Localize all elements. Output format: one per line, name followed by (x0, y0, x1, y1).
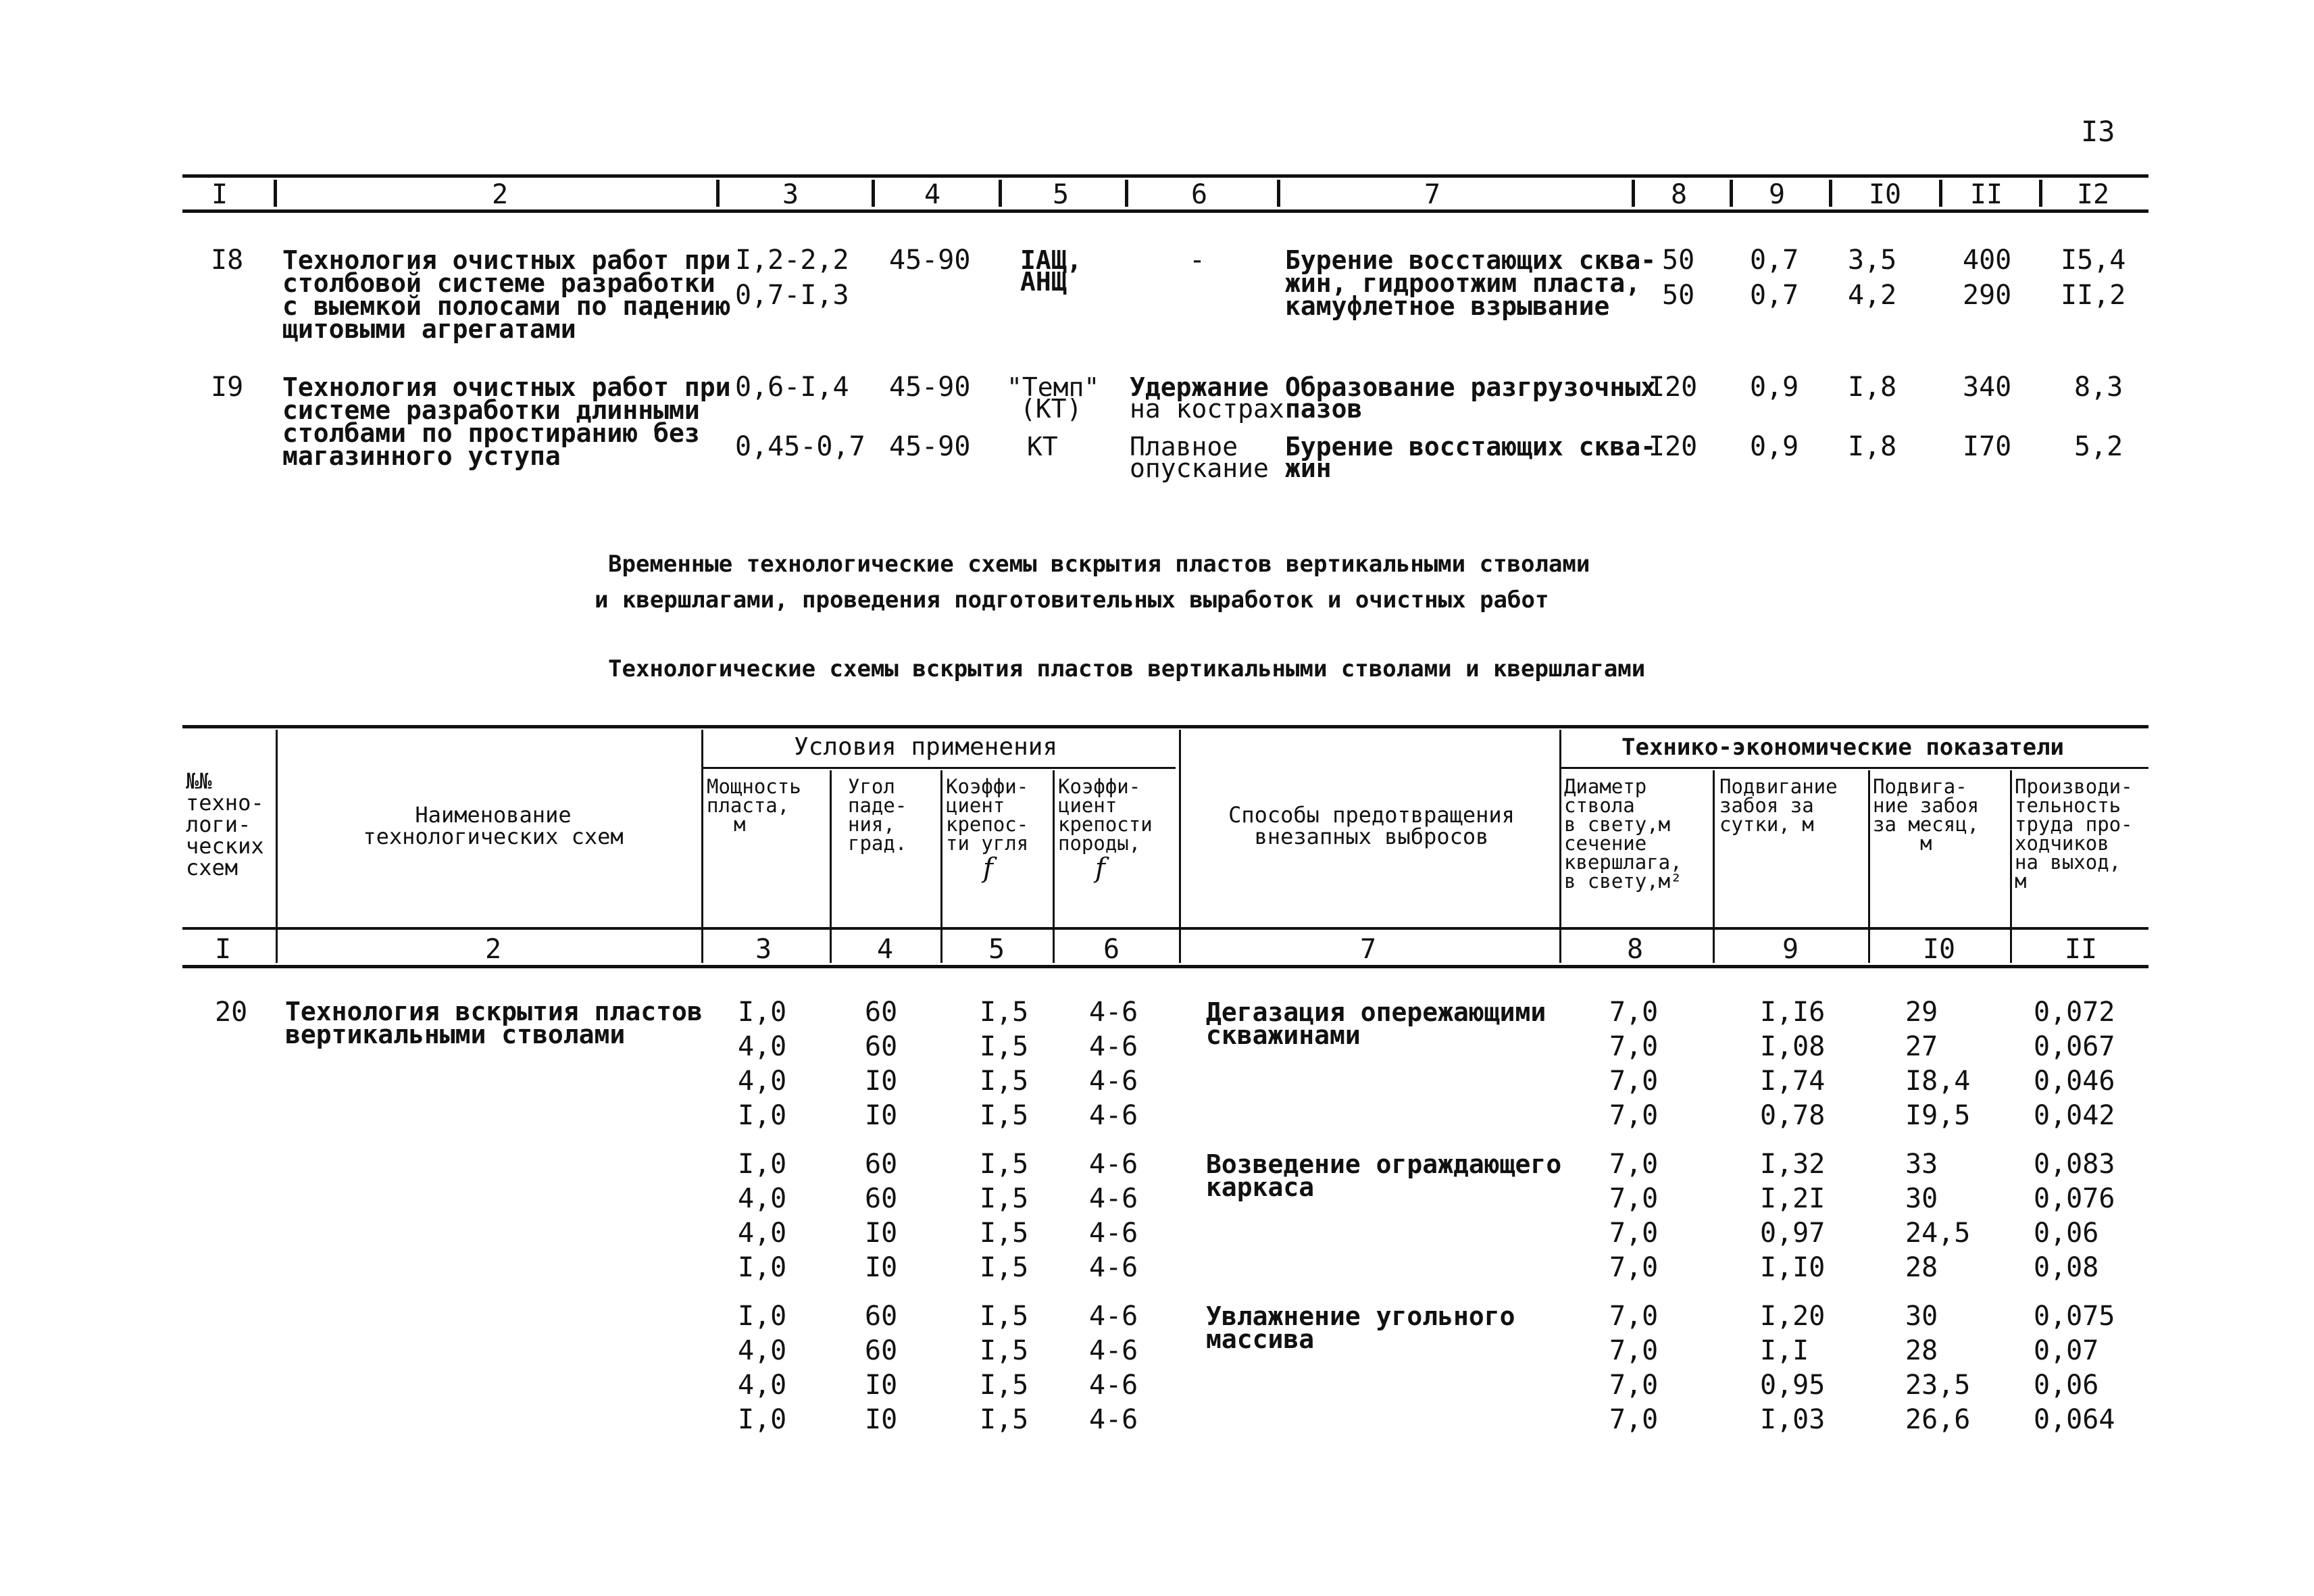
cell-coal_f: I,5 (980, 1031, 1029, 1062)
method-line: скважинами (1206, 1020, 1361, 1050)
cell-seam: 4,0 (738, 1218, 787, 1249)
cell-seam: 4,0 (738, 1183, 787, 1214)
cell-seam: 4,0 (738, 1031, 787, 1062)
hdr-line: на выход, (2015, 851, 2121, 874)
cell-rock_f: 4-6 (1089, 1301, 1138, 1332)
hdr-line: Коэффи- (1058, 775, 1141, 798)
hdr-line: технологических схем (363, 824, 624, 849)
hdr-line: техно- (186, 790, 264, 816)
cell-month: 33 (1905, 1149, 1938, 1180)
method-line: каркаса (1206, 1172, 1315, 1202)
row-number: I9 (211, 372, 244, 403)
t1-sep (1632, 180, 1635, 207)
table1-top-rule (182, 174, 2148, 178)
cell-angle: I0 (865, 1100, 898, 1131)
hdr-line: м (2015, 870, 2027, 893)
cell: 290 (1963, 280, 2012, 311)
t1-sep (1277, 180, 1280, 207)
page-number: I3 (2081, 115, 2115, 148)
cell-rock_f: 4-6 (1089, 1100, 1138, 1131)
row-name-line: столбовой системе разработки (282, 268, 715, 298)
row-name-line: столбами по простиранию без (282, 418, 700, 448)
cell-seam: I,0 (738, 1149, 787, 1180)
cell: 0,9 (1750, 431, 1799, 462)
cell-diam: 7,0 (1609, 1066, 1659, 1097)
hdr-line: Производи- (2015, 775, 2133, 798)
cell-day: I,20 (1760, 1301, 1826, 1332)
cell: 50 (1662, 280, 1695, 311)
t1-sep (716, 180, 720, 207)
hdr-line: ходчиков (2015, 832, 2109, 855)
cell-coal_f: I,5 (980, 1100, 1029, 1131)
header-seam-thickness (707, 777, 801, 834)
cell: IАЩ, (1020, 245, 1082, 275)
cell: Плавное (1130, 432, 1238, 462)
cell: I,8 (1848, 372, 1897, 403)
header-bottom-rule (182, 965, 2148, 968)
t1-col-1: I (211, 179, 228, 210)
cell-diam: 7,0 (1609, 1031, 1659, 1062)
cell-coal_f: I,5 (980, 1149, 1029, 1180)
cell: пазов (1285, 394, 1363, 424)
cell-day: I,I6 (1760, 997, 1826, 1028)
hdr-line: логи- (186, 812, 251, 837)
t2-col-8: 8 (1626, 934, 1644, 965)
hdr-line: м (1920, 832, 1932, 855)
cell: опускание (1130, 453, 1269, 483)
t2-sep (1713, 770, 1715, 963)
cell: II,2 (2061, 280, 2126, 311)
cell-prod: 0,064 (2034, 1404, 2115, 1435)
row-name (282, 245, 731, 344)
cell-prod: 0,083 (2034, 1149, 2115, 1180)
t2-sep (701, 730, 703, 963)
t2-sep (276, 730, 278, 963)
row-name (282, 372, 731, 471)
hdr-line: ствола (1564, 794, 1635, 817)
method-line: Дегазация опережающими (1206, 997, 1546, 1027)
hdr-line: внезапных выбросов (1254, 824, 1489, 849)
hdr-line: сутки, м (1719, 813, 1814, 836)
cell-prod: 0,042 (2034, 1100, 2115, 1131)
header-daily-advance (1719, 777, 1838, 834)
cell: 0,6-I,4 (735, 372, 849, 403)
cell-seam: 4,0 (738, 1335, 787, 1366)
cell-line: камуфлетное взрывание (1285, 291, 1610, 321)
cell: 0,45-0,7 (735, 431, 865, 462)
cell-angle: I0 (865, 1252, 898, 1283)
outburst-method (1206, 1301, 1515, 1354)
row-name-line: с выемкой полосами по падению (282, 291, 731, 321)
method-line: Возведение ограждающего (1206, 1149, 1562, 1179)
cell-line: Бурение восстающих сква- (1285, 245, 1657, 275)
cell-angle: 60 (865, 1183, 898, 1214)
cell-day: 0,78 (1760, 1100, 1826, 1131)
conditions-group-header: Условия применения (794, 733, 1058, 761)
cell-diam: 7,0 (1609, 1149, 1659, 1180)
cell: 0,9 (1750, 372, 1799, 403)
hdr-line: в свету,м (1564, 813, 1671, 836)
t2-col-5: 5 (988, 934, 1005, 965)
t2-sep (830, 770, 832, 963)
cell-prod: 0,067 (2034, 1031, 2115, 1062)
cell-coal_f: I,5 (980, 1370, 1029, 1401)
cell: 0,7 (1750, 245, 1799, 276)
cell (1285, 245, 1657, 321)
hdr-line: Коэффи- (946, 775, 1029, 798)
hdr-line: ческих (186, 833, 264, 859)
hdr-line: паде- (848, 794, 907, 817)
cell-angle: 60 (865, 997, 898, 1028)
cell-seam: I,0 (738, 1100, 787, 1131)
cell-coal_f: I,5 (980, 1335, 1029, 1366)
cell: "Темп" (1007, 372, 1100, 402)
hdr-line: Мощность (707, 775, 801, 798)
section-subheading: Технологические схемы вскрытия пластов вертикальными стволами и квершлагами (608, 655, 1646, 682)
header-dip-angle (848, 777, 907, 853)
cell: I5,4 (2061, 245, 2126, 276)
cell-line: жин, гидроотжим пласта, (1285, 268, 1641, 298)
cell-day: 0,97 (1760, 1218, 1826, 1249)
cell-angle: I0 (865, 1370, 898, 1401)
t1-col-3: 3 (782, 179, 799, 210)
hdr-line: крепости (1058, 813, 1153, 836)
cell-month: 26,6 (1905, 1404, 1971, 1435)
hdr-line: забоя за (1719, 794, 1814, 817)
cell-prod: 0,06 (2034, 1370, 2099, 1401)
cell-day: 0,95 (1760, 1370, 1826, 1401)
cell-seam: I,0 (738, 1301, 787, 1332)
hdr-line: тельность (2015, 794, 2121, 817)
hdr-line: f (983, 853, 993, 884)
cell-angle: 60 (865, 1149, 898, 1180)
t1-sep (872, 180, 875, 207)
cell-seam: 4,0 (738, 1066, 787, 1097)
cell-diam: 7,0 (1609, 1218, 1659, 1249)
hdr-line: Наименование (415, 802, 572, 828)
cell: (КТ) (1020, 394, 1082, 424)
header-outburst-prevention (1189, 804, 1554, 847)
cell-month: 29 (1905, 997, 1938, 1028)
t1-sep (2039, 180, 2042, 207)
cell-day: I,08 (1760, 1031, 1826, 1062)
t2-col-1: I (214, 934, 232, 965)
hdr-line: м (734, 813, 746, 836)
cell-coal_f: I,5 (980, 1404, 1029, 1435)
cell-rock_f: 4-6 (1089, 1404, 1138, 1435)
t2-col-10: I0 (1922, 934, 1956, 965)
cell: 45-90 (889, 431, 971, 462)
hdr-line: ния, (848, 813, 895, 836)
header-shaft-diameter (1564, 777, 1682, 891)
t1-col-6: 6 (1190, 179, 1208, 210)
t2-col-2: 2 (484, 934, 502, 965)
cell: 340 (1963, 372, 2012, 403)
hdr-line: Подвига- (1873, 775, 1967, 798)
cell: КТ (1027, 432, 1058, 462)
hdr-line: №№ (186, 768, 212, 794)
hdr-line: Диаметр (1564, 775, 1647, 798)
row-number: I8 (211, 245, 244, 276)
header-numbers-rule (182, 927, 2148, 930)
t1-col-9: 9 (1768, 179, 1786, 210)
header-coal-strength (946, 777, 1028, 884)
row-number: 20 (215, 997, 248, 1028)
cell-month: 28 (1905, 1335, 1938, 1366)
section-heading: и квершлагами, проведения подготовительных выработок и очистных работ (595, 587, 1549, 614)
cell-day: I,74 (1760, 1066, 1826, 1097)
t2-col-4: 4 (876, 934, 894, 965)
hdr-line: в свету,м² (1564, 870, 1682, 893)
cell-prod: 0,06 (2034, 1218, 2099, 1249)
hdr-line: породы, (1058, 832, 1141, 855)
cell-day: I,I (1760, 1335, 1809, 1366)
cell-month: I9,5 (1905, 1100, 1971, 1131)
cell: Бурение восстающих сква- (1285, 432, 1657, 462)
cell-coal_f: I,5 (980, 1183, 1029, 1214)
cell-seam: 4,0 (738, 1370, 787, 1401)
cell: - (1189, 245, 1206, 276)
cell-diam: 7,0 (1609, 1335, 1659, 1366)
cell: 400 (1963, 245, 2012, 276)
header-productivity (2015, 777, 2133, 891)
hdr-line: циент (946, 794, 1005, 817)
section-heading: Временные технологические схемы вскрытия пластов вертикальными стволами (608, 551, 1590, 578)
cell-rock_f: 4-6 (1089, 1335, 1138, 1366)
cell: 3,5 (1848, 245, 1897, 276)
hdr-line: Подвигание (1719, 775, 1838, 798)
cell-prod: 0,046 (2034, 1066, 2115, 1097)
t2-sep (1053, 770, 1055, 963)
cell-month: 27 (1905, 1031, 1938, 1062)
hdr-line: f (1095, 853, 1105, 884)
cell-diam: 7,0 (1609, 1301, 1659, 1332)
t1-sep (1730, 180, 1733, 207)
cell-month: 24,5 (1905, 1218, 1971, 1249)
cell: I,8 (1848, 431, 1897, 462)
t1-sep (274, 180, 277, 207)
t1-sep (1939, 180, 1942, 207)
row-name-line: Технология вскрытия пластов (285, 997, 703, 1026)
header-monthly-advance (1873, 777, 1979, 853)
hdr-line: ти угля (946, 832, 1029, 855)
cell-seam: I,0 (738, 1404, 787, 1435)
cell-rock_f: 4-6 (1089, 1149, 1138, 1180)
outburst-method (1206, 1149, 1562, 1202)
cell-rock_f: 4-6 (1089, 1370, 1138, 1401)
hdr-line: Угол (848, 775, 895, 798)
row-name (285, 997, 703, 1049)
cell: Образование разгрузочных (1285, 372, 1657, 402)
cell: 0,7 (1750, 280, 1799, 311)
row-name-line: Технология очистных работ при (282, 245, 731, 275)
hdr-line: квершлага, (1564, 851, 1682, 874)
cell-coal_f: I,5 (980, 1252, 1029, 1283)
row-name-line: магазинного уступа (282, 441, 561, 471)
hdr-line: за месяц, (1873, 813, 1980, 836)
cell-angle: 60 (865, 1031, 898, 1062)
hdr-line: Способы предотвращения (1228, 802, 1515, 828)
cell-coal_f: I,5 (980, 1301, 1029, 1332)
cell-coal_f: I,5 (980, 1218, 1029, 1249)
conditions-rule (703, 767, 1176, 769)
cell-day: I,03 (1760, 1404, 1826, 1435)
t2-col-7: 7 (1359, 934, 1377, 965)
cell: 8,3 (2074, 372, 2123, 403)
row-name-line: вертикальными стволами (285, 1020, 626, 1049)
cell-angle: 60 (865, 1335, 898, 1366)
cell-diam: 7,0 (1609, 1183, 1659, 1214)
cell-rock_f: 4-6 (1089, 997, 1138, 1028)
cell: I20 (1649, 372, 1698, 403)
cell-angle: I0 (865, 1066, 898, 1097)
cell-coal_f: I,5 (980, 997, 1029, 1028)
cell-prod: 0,07 (2034, 1335, 2099, 1366)
t2-sep (2010, 770, 2012, 963)
t1-sep (1125, 180, 1128, 207)
cell: I20 (1649, 431, 1698, 462)
t2-col-3: 3 (755, 934, 772, 965)
cell-prod: 0,076 (2034, 1183, 2115, 1214)
hdr-line: град. (848, 832, 907, 855)
t1-col-7: 7 (1424, 179, 1441, 210)
t1-sep (999, 180, 1002, 207)
cell: I70 (1963, 431, 2012, 462)
hdr-line: пласта, (707, 794, 790, 817)
hdr-line: циент (1058, 794, 1117, 817)
hdr-line: ние забоя (1873, 794, 1980, 817)
hdr-line: схем (186, 855, 238, 880)
cell-rock_f: 4-6 (1089, 1252, 1138, 1283)
hdr-line: труда про- (2015, 813, 2133, 836)
row-name-line: системе разработки длинными (282, 395, 700, 425)
method-line: Увлажнение угольного (1206, 1301, 1515, 1331)
cell: 0,7-I,3 (735, 280, 849, 311)
cell-rock_f: 4-6 (1089, 1183, 1138, 1214)
indicators-group-header: Технико-экономические показатели (1621, 734, 2065, 761)
cell-diam: 7,0 (1609, 1252, 1659, 1283)
cell-coal_f: I,5 (980, 1066, 1029, 1097)
cell: 50 (1662, 245, 1695, 276)
cell: АНЩ (1020, 267, 1067, 297)
cell: I,2-2,2 (735, 245, 849, 276)
cell-angle: I0 (865, 1218, 898, 1249)
cell: 4,2 (1848, 280, 1897, 311)
cell-month: 28 (1905, 1252, 1938, 1283)
cell-prod: 0,072 (2034, 997, 2115, 1028)
t1-col-2: 2 (491, 179, 509, 210)
cell-month: 30 (1905, 1301, 1938, 1332)
hdr-line: крепос- (946, 813, 1029, 836)
cell-prod: 0,075 (2034, 1301, 2115, 1332)
hdr-line: сечение (1564, 832, 1647, 855)
cell-month: 30 (1905, 1183, 1938, 1214)
cell-day: I,2I (1760, 1183, 1826, 1214)
cell-diam: 7,0 (1609, 1100, 1659, 1131)
cell-rock_f: 4-6 (1089, 1066, 1138, 1097)
t1-col-5: 5 (1052, 179, 1070, 210)
t2-sep (1559, 730, 1561, 963)
t1-col-10: I0 (1868, 179, 1902, 210)
t1-col-12: I2 (2076, 179, 2110, 210)
table2-top-rule (182, 725, 2148, 728)
row-name-line: Технология очистных работ при (282, 372, 731, 402)
cell-seam: I,0 (738, 997, 787, 1028)
cell-seam: I,0 (738, 1252, 787, 1283)
t2-sep (940, 770, 942, 963)
t1-sep (1829, 180, 1832, 207)
t2-sep (1179, 730, 1181, 963)
t2-col-11: II (2064, 934, 2098, 965)
header-scheme-number (186, 770, 264, 878)
cell: 45-90 (889, 372, 971, 403)
header-scheme-name (297, 804, 689, 847)
cell-angle: 60 (865, 1301, 898, 1332)
cell: жин (1285, 453, 1332, 483)
cell-day: I,32 (1760, 1149, 1826, 1180)
cell: 45-90 (889, 245, 971, 276)
cell-diam: 7,0 (1609, 997, 1659, 1028)
cell-rock_f: 4-6 (1089, 1031, 1138, 1062)
row-name-line: щитовыми агрегатами (282, 314, 576, 344)
cell-day: I,I0 (1760, 1252, 1826, 1283)
cell-month: I8,4 (1905, 1066, 1971, 1097)
header-rock-strength (1058, 777, 1153, 884)
t2-col-9: 9 (1782, 934, 1799, 965)
cell-diam: 7,0 (1609, 1370, 1659, 1401)
cell-diam: 7,0 (1609, 1404, 1659, 1435)
method-line: массива (1206, 1324, 1315, 1354)
outburst-method (1206, 997, 1546, 1050)
cell: Удержание (1130, 372, 1269, 402)
cell-month: 23,5 (1905, 1370, 1971, 1401)
cell-angle: I0 (865, 1404, 898, 1435)
t1-col-11: II (1969, 179, 2003, 210)
t2-col-6: 6 (1103, 934, 1120, 965)
cell: на кострах (1130, 394, 1284, 424)
cell: 5,2 (2074, 431, 2123, 462)
cell-prod: 0,08 (2034, 1252, 2099, 1283)
cell-rock_f: 4-6 (1089, 1218, 1138, 1249)
t1-col-4: 4 (924, 179, 941, 210)
t1-col-8: 8 (1670, 179, 1688, 210)
t2-sep (1868, 770, 1870, 963)
indicators-rule (1561, 767, 2148, 769)
